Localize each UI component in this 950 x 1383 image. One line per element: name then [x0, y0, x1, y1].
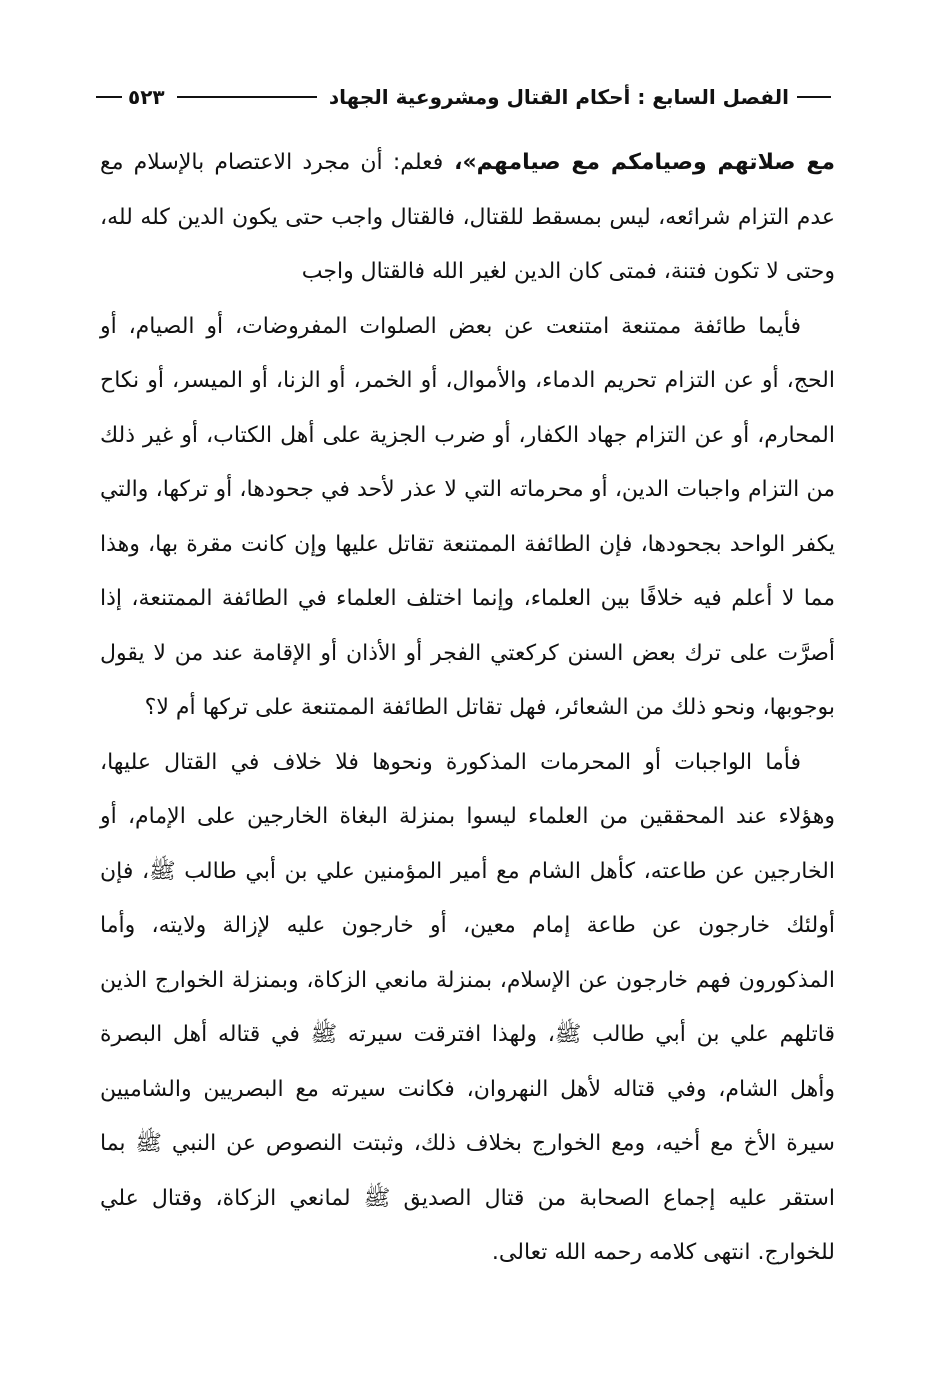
chapter-title: الفصل السابع : أحكام القتال ومشروعية الجهاد — [328, 85, 789, 109]
page-number: ٥٢٣ — [128, 85, 165, 109]
paragraph-1 — [100, 136, 835, 300]
running-header — [96, 80, 831, 114]
header-rule-right — [797, 96, 831, 98]
paragraph-3: فأما الواجبات أو المحرمات المذكورة ونحوها فلا خلاف في القتال عليها، وهؤلاء عند المحققين من العلماء ليسوا بمنزلة البغاة الخارجين على الإمام، أو الخارجين عن طاعته، كأهل الشام مع أمير المؤمنين علي بن أبي طالب ﷺ، فإن أولئك خارجون عن طاعة إمام معين، أو خارجون عليه لإزالة ولايته، وأما المذكورون فهم خارجون عن الإسلام، بمنزلة مانعي الزكاة، وبمنزلة الخوارج الذين قاتلهم علي بن أبي طالب ﷺ، ولهذا افترقت سيرته ﷺ في قتاله أهل البصرة وأهل الشام، وفي قتاله لأهل النهروان، فكانت سيرته مع البصريين والشاميين سيرة الأخ مع أخيه، ومع الخوارج بخلاف ذلك، وثبتت النصوص عن النبي ﷺ بما استقر عليه إجماع الصحابة من قتال الصديق ﷺ لمانعي الزكاة، وقتال علي للخوارج. انتهى كلامه رحمه الله تعالى. — [100, 749, 835, 1265]
body-text — [100, 136, 835, 1281]
header-rule-left — [96, 96, 122, 98]
paragraph-2: فأيما طائفة ممتنعة امتنعت عن بعض الصلوات المفروضات، أو الصيام، أو الحج، أو عن التزام تحريم الدماء، والأموال، أو الخمر، أو الزنا، أو الميسر، أو نكاح المحارم، أو عن التزام جهاد الكفار، أو ضرب الجزية على أهل الكتاب، أو غير ذلك من التزام واجبات الدين، أو محرماته التي لا عذر لأحد في جحودها، أو تركها، والتي يكفر الواحد بجحودها، فإن الطائفة الممتنعة تقاتل عليها وإن كانت مقرة بها، وهذا مما لا أعلم فيه خلافًا بين العلماء، وإنما اختلف العلماء في الطائفة الممتنعة، إذا أصرَّت على ترك بعض السنن كركعتي الفجر أو الأذان أو الإقامة عند من لا يقول بوجوبها، ونحو ذلك من الشعائر، فهل تقاتل الطائفة الممتنعة على تركها أم لا؟ — [100, 313, 835, 720]
header-rule-middle — [177, 96, 317, 98]
paragraph-1-text: فعلم: أن مجرد الاعتصام بالإسلام مع عدم التزام شرائعه، ليس بمسقط للقتال، فالقتال واجب حتى يكون الدين كله لله، وحتى لا تكون فتنة، فمتى كان الدين لغير الله فالقتال واجب — [100, 150, 835, 284]
hadith-quote-ending: مع صلاتهم وصيامكم مع صيامهم»، — [443, 150, 835, 175]
